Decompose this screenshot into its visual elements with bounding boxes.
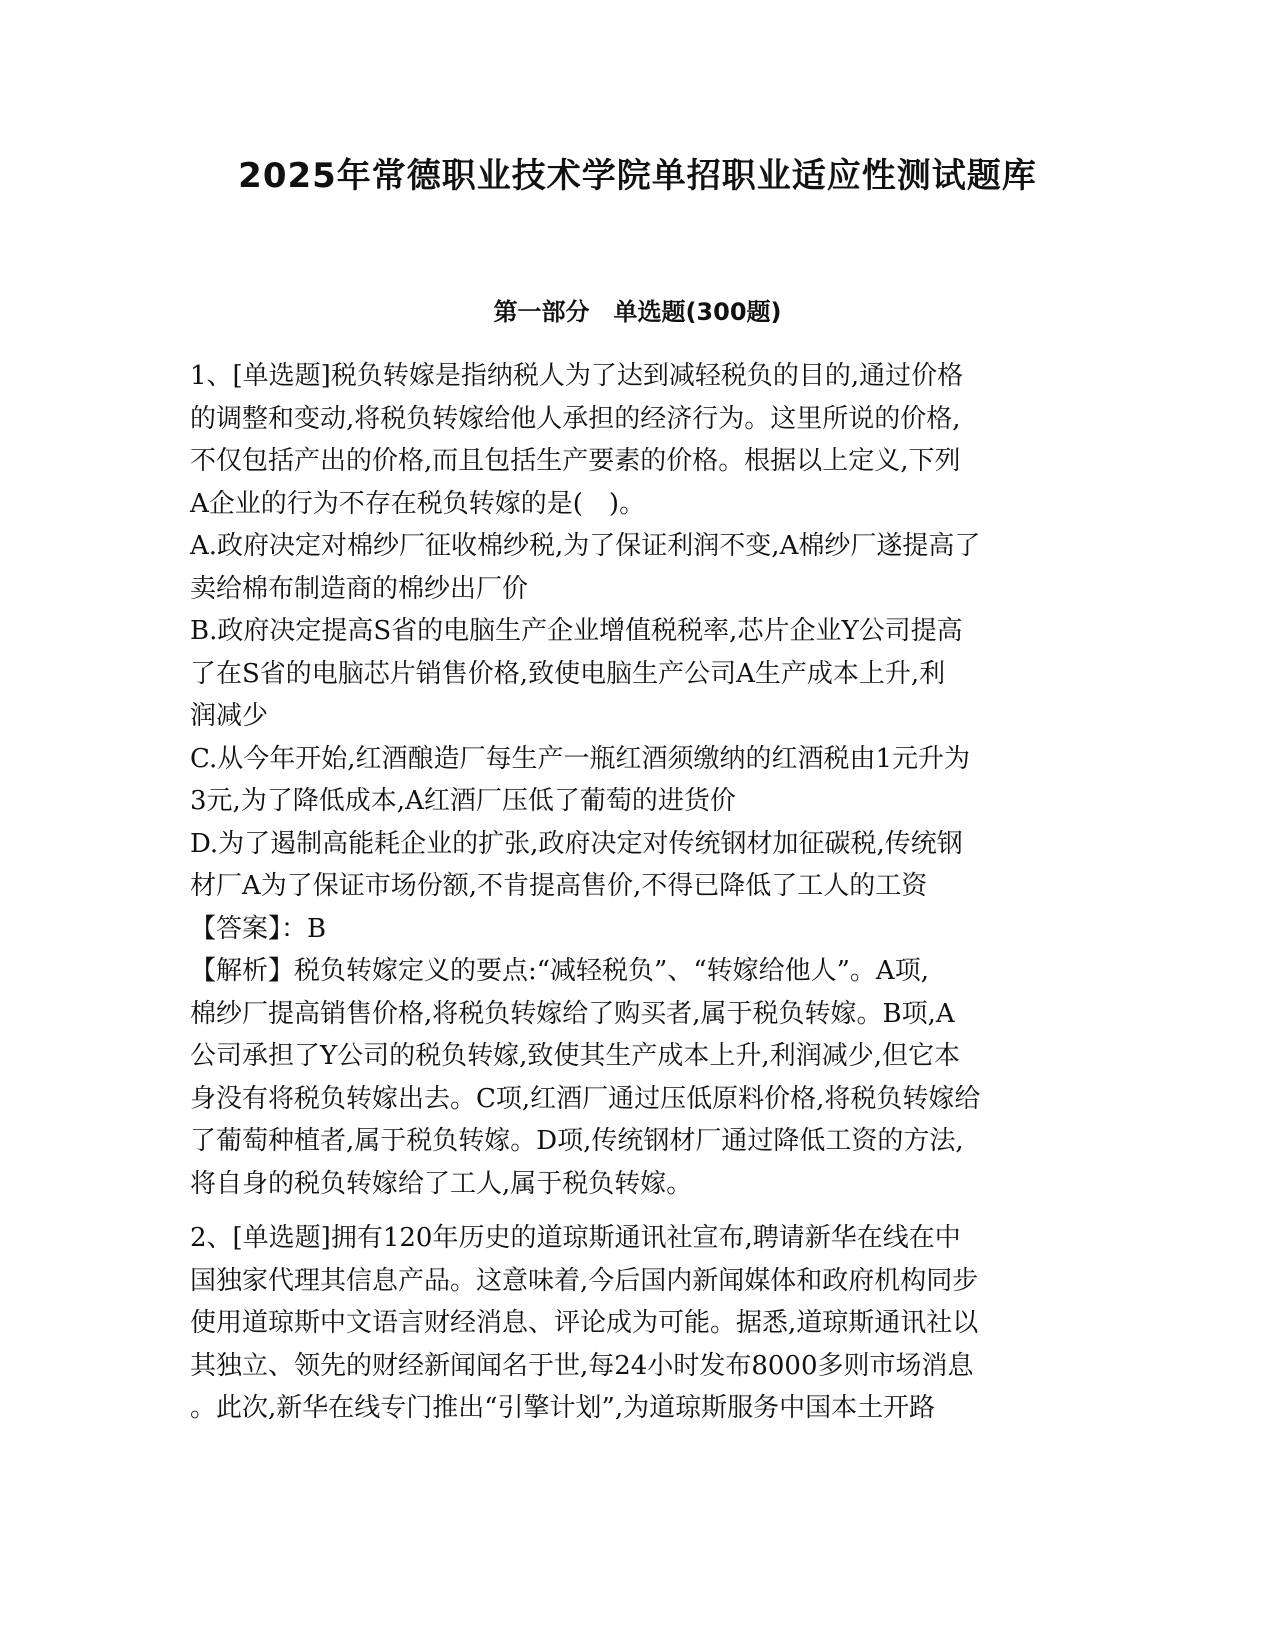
analysis: [190, 950, 1085, 1205]
analysis-line: 公司承担了Y公司的税负转嫁,致使其生产成本上升,利润减少,但它本: [190, 1041, 960, 1071]
answer-line: 【答案】：B: [190, 913, 327, 944]
question-item: [190, 1217, 1085, 1430]
analysis-line: 身没有将税负转嫁出去。C项,红酒厂通过压低原料价格,将税负转嫁给: [190, 1083, 981, 1114]
stem-line: 。此次,新华在线专门推出“引擎计划”,为道琼斯服务中国本土开路: [190, 1393, 936, 1423]
analysis-line: 棉纱厂提高销售价格,将税负转嫁给了购买者,属于税负转嫁。B项,A: [190, 998, 955, 1029]
question-options: [190, 525, 1085, 908]
section-heading: 第一部分 单选题(300题): [493, 298, 782, 326]
stem-line: 其独立、领先的财经新闻闻名于世,每24小时发布8000多则市场消息: [190, 1350, 974, 1381]
analysis-line: 【解析】税负转嫁定义的要点:“减轻税负”、“转嫁给他人”。A项,: [190, 956, 929, 986]
option-a-line: A.政府决定对棉纱厂征收棉纱税,为了保证利润不变,A棉纱厂遂提高了: [190, 531, 981, 561]
stem-line: 不仅包括产出的价格,而且包括生产要素的价格。根据以上定义,下列: [190, 446, 961, 476]
analysis-line: 了葡萄种植者,属于税负转嫁。D项,传统钢材厂通过降低工资的方法,: [190, 1126, 964, 1156]
question-stem: [190, 1217, 1085, 1430]
question-list: [190, 355, 1085, 1430]
option-d-line: D.为了遏制高能耗企业的扩张,政府决定对传统钢材加征碳税,传统钢: [190, 828, 963, 859]
stem-line: A企业的行为不存在税负转嫁的是( )。: [190, 488, 646, 519]
stem-line: 国独家代理其信息产品。这意味着,今后国内新闻媒体和政府机构同步: [190, 1265, 979, 1296]
question-divider: [190, 1205, 1085, 1217]
option-b-line: B.政府决定提高S省的电脑生产企业增值税税率,芯片企业Y公司提高: [190, 616, 963, 646]
analysis-line: 将自身的税负转嫁给了工人,属于税负转嫁。: [190, 1168, 693, 1199]
stem-line: 1、[单选题]税负转嫁是指纳税人为了达到减轻税负的目的,通过价格: [190, 361, 964, 391]
question-item: [190, 355, 1085, 1205]
option-c-line: 3元,为了降低成本,A红酒厂压低了葡萄的进货价: [190, 786, 736, 816]
option-b-line: 了在S省的电脑芯片销售价格,致使电脑生产公司A生产成本上升,利: [190, 658, 946, 689]
option-b-line: 润减少: [190, 701, 269, 731]
option-c-line: C.从今年开始,红酒酿造厂每生产一瓶红酒须缴纳的红酒税由1元升为: [190, 743, 971, 774]
stem-line: 2、[单选题]拥有120年历史的道琼斯通讯社宣布,聘请新华在线在中: [190, 1223, 961, 1253]
document-title: 2025年常德职业技术学院单招职业适应性测试题库: [238, 156, 1037, 196]
option-a-line: 卖给棉布制造商的棉纱出厂价: [190, 573, 529, 604]
option-d-line: 材厂A为了保证市场份额,不肯提高售价,不得已降低了工人的工资: [190, 871, 928, 901]
question-stem: [190, 355, 1085, 525]
stem-line: 使用道琼斯中文语言财经消息、评论成为可能。据悉,道琼斯通讯社以: [190, 1308, 979, 1338]
stem-line: 的调整和变动,将税负转嫁给他人承担的经济行为。这里所说的价格,: [190, 403, 961, 434]
